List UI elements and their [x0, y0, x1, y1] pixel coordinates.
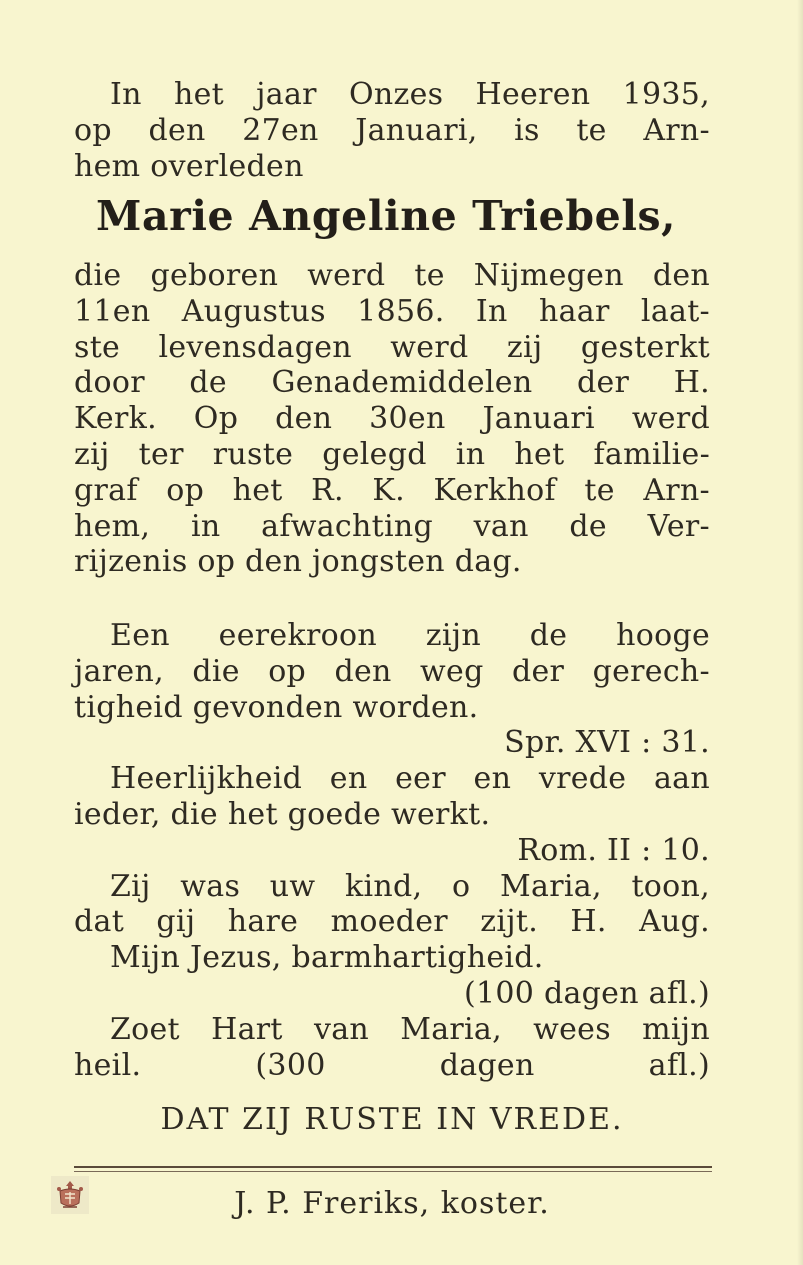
verses-section — [74, 618, 710, 1083]
printer-credit: J. P. Freriks, koster. — [234, 1186, 550, 1221]
prayer2-line-2 — [74, 1048, 710, 1084]
prayer2-word: heil. — [74, 1047, 142, 1083]
bio-line-6: zij ter ruste gelegd in het familie- — [74, 436, 710, 472]
verse2-line-2: ieder, die het goede werkt. — [74, 796, 491, 832]
closing-line: DAT ZIJ RUSTE IN VREDE. — [160, 1102, 624, 1137]
deceased-name: Marie Angeline Triebels, — [96, 192, 677, 240]
prayer1-indulgence: (100 dagen afl.) — [463, 975, 710, 1011]
biography-paragraph — [74, 258, 710, 580]
bio-line-3: ste levensdagen werd zij gesterkt — [74, 329, 710, 365]
bio-line-7: graf op het R. K. Kerkhof te Arn- — [74, 472, 710, 508]
divider-rule-thin — [74, 1171, 712, 1172]
verse1-reference: Spr. XVI : 31. — [504, 725, 710, 761]
verse3-line-2: dat gij hare moeder zijt. H. Aug. — [74, 904, 710, 940]
intro-line-2: op den 27en Januari, is te Arn- — [74, 112, 710, 148]
bio-line-8: hem, in afwachting van de Ver- — [74, 508, 710, 544]
bio-line-1: die geboren werd te Nijmegen den — [74, 258, 710, 293]
divider-rule — [74, 1166, 712, 1168]
verse2-reference: Rom. II : 10. — [517, 832, 710, 868]
intro-paragraph — [74, 77, 710, 184]
intro-line-1: In het jaar Onzes Heeren 1935, — [110, 77, 710, 112]
prayer2-indulgence: (300 dagen afl.) — [255, 1047, 710, 1083]
intro-line-3: hem overleden — [74, 148, 304, 184]
verse2-line-1: Heerlijkheid en eer en vrede aan — [110, 761, 710, 797]
bio-line-4: door de Genademiddelen der H. — [74, 365, 710, 401]
bio-line-5: Kerk. Op den 30en Januari werd — [74, 401, 710, 437]
verse1-line-3: tigheid gevonden worden. — [74, 689, 479, 725]
bio-line-2: 11en Augustus 1856. In haar laat- — [74, 293, 710, 329]
bio-line-9: rijzenis op den jongsten dag. — [74, 544, 522, 580]
prayer1-line: Mijn Jezus, barmhartigheid. — [110, 940, 544, 976]
verse1-line-2: jaren, die op den weg der gerech- — [74, 653, 710, 689]
prayer2-line-1: Zoet Hart van Maria, wees mijn — [110, 1011, 710, 1047]
verse1-line-1: Een eerekroon zijn de hooge — [110, 618, 710, 653]
verse3-line-1: Zij was uw kind, o Maria, toon, — [110, 868, 710, 904]
